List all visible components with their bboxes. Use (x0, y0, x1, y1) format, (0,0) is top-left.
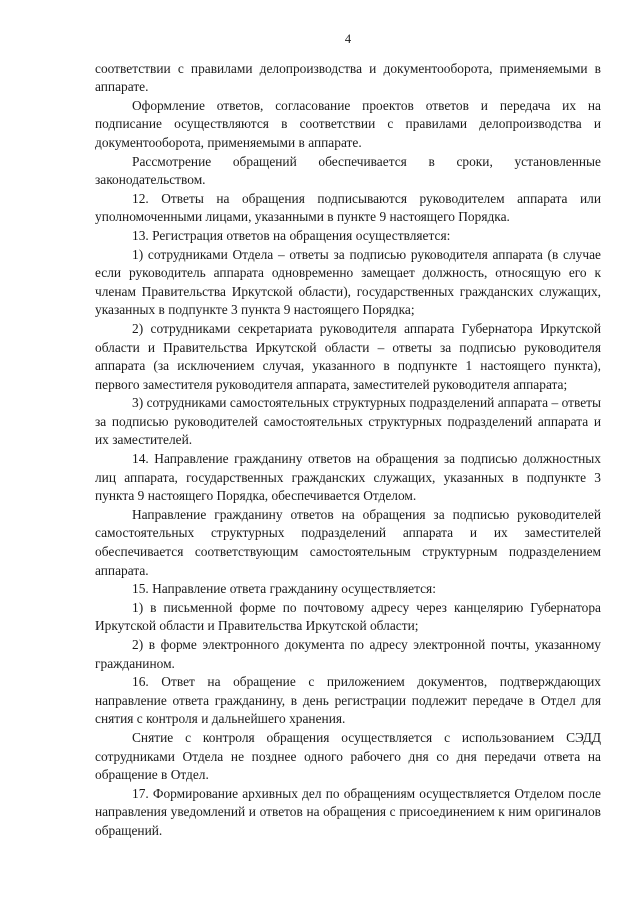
paragraph-subitem: 2) в форме электронного документа по адресу электронной почты, указанному гражданином. (95, 637, 601, 671)
paragraph: Оформление ответов, согласование проектов ответов и передача их на подписание осуществляются в соответствии с правилами делопроизводства и документооборота, применяемыми в аппарате. (95, 97, 601, 150)
paragraph: Снятие с контроля обращения осуществляется с использованием СЭДД сотрудниками Отдела не позднее одного рабочего дня со дня передачи ответа на обращение в Отдел. (95, 729, 601, 783)
paragraph-continuation: соответствии с правилами делопроизводства и документооборота, применяемыми в аппарате. (95, 60, 601, 95)
paragraph-subitem: 2) сотрудниками секретариата руководителя аппарата Губернатора Иркутской области и Правительства Иркутской области – ответы за подписью руководителя аппарата (за исключением случая, указанного в подпункте 1 настоящего пункта), первого заместителя руководителя аппарата, заместителей руководителя аппарата; (95, 320, 601, 392)
paragraph-item-17: 17. Формирование архивных дел по обращениям осуществляется Отделом после направления уведомлений и ответов на обращения с присоединением к ним оригиналов обращений. (95, 785, 601, 838)
paragraph-item-12: 12. Ответы на обращения подписываются руководителем аппарата или уполномоченными лицами, указанными в пункте 9 настоящего Порядка. (95, 190, 601, 225)
paragraph-subitem: 3) сотрудниками самостоятельных структурных подразделений аппарата – ответы за подписью руководителей самостоятельных структурных подразделений аппарата и их заместителей. (95, 395, 601, 448)
paragraph-item-15: 15. Направление ответа гражданину осуществляется: (132, 581, 436, 597)
page-number: 4 (344, 32, 352, 46)
paragraph-item-13: 13. Регистрация ответов на обращения осуществляется: (132, 227, 451, 243)
paragraph-subitem: 1) в письменной форме по почтовому адресу через канцелярию Губернатора Иркутской области и Правительства Иркутской области; (95, 599, 601, 634)
document-page (95, 30, 601, 841)
paragraph-item-14: 14. Направление гражданину ответов на обращения за подписью должностных лиц аппарата, государственных гражданских служащих, указанных в подпункте 3 пункта 9 настоящего Порядка, обеспечивается Отделом. (95, 451, 601, 504)
paragraph-subitem: 1) сотрудниками Отдела – ответы за подписью руководителя аппарата (в случае если руководитель аппарата одновременно замещает должность, относящую его к членам Правительства Иркутской области), государственных гражданских служащих, указанных в подпункте 3 пункта 9 настоящего Порядка; (95, 246, 601, 318)
paragraph: Направление гражданину ответов на обращения за подписью руководителей самостоятельных структурных подразделений аппарата и их заместителей обеспечивается соответствующим самостоятельным структурным подразделением аппарата. (95, 506, 601, 578)
paragraph: Рассмотрение обращений обеспечивается в сроки, установленные законодательством. (95, 153, 601, 188)
paragraph-item-16: 16. Ответ на обращение с приложением документов, подтверждающих направление ответа гражданину, в день регистрации подлежит передаче в Отдел для снятия с контроля и дальнейшего хранения. (95, 674, 601, 727)
